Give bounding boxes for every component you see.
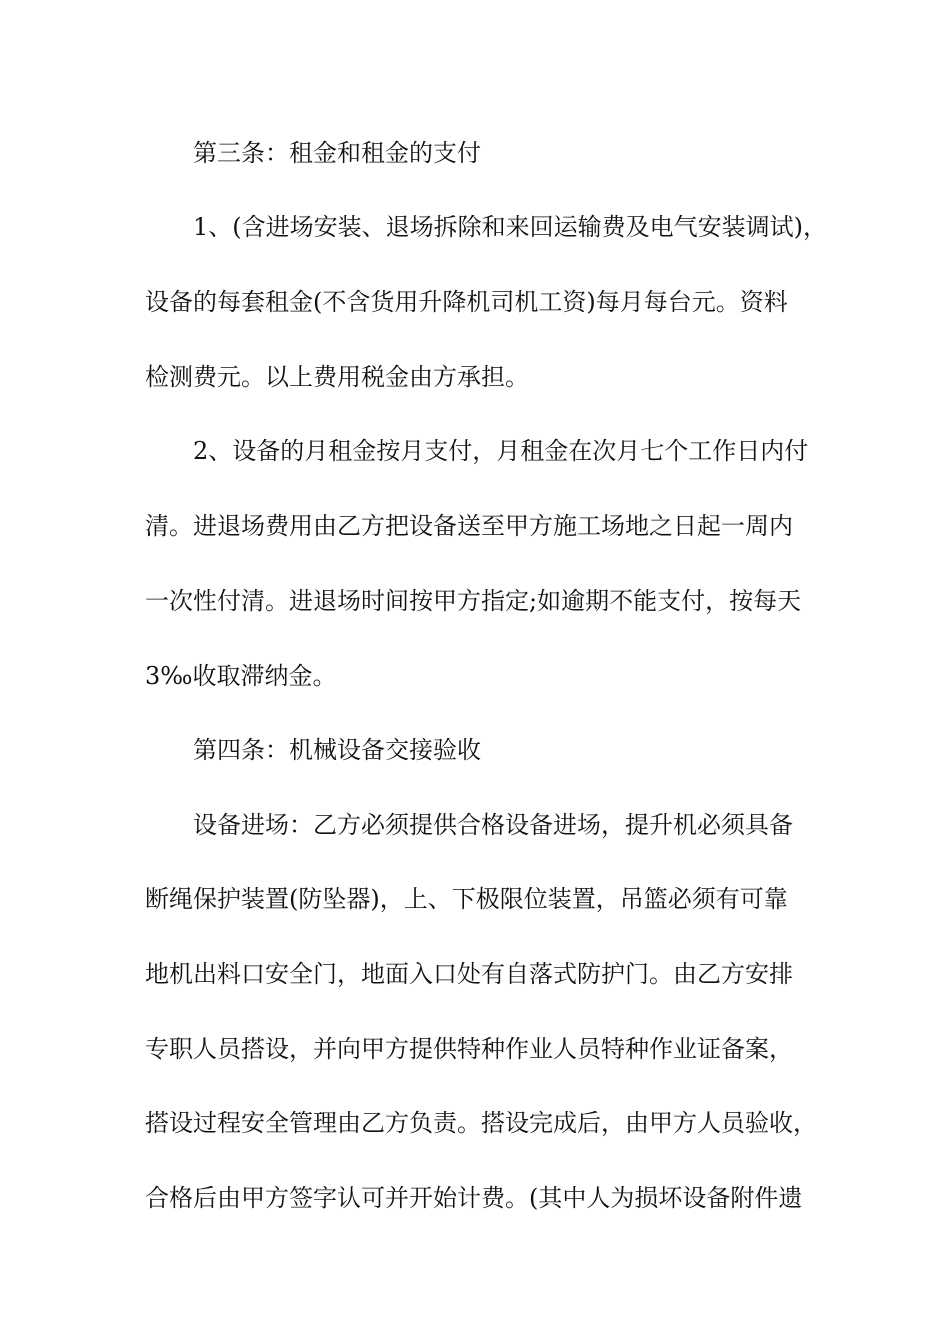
paragraph-line: 3‰收取滞纳金。 xyxy=(145,662,337,690)
paragraph-line: 合格后由甲方签字认可并开始计费。(其中人为损坏设备附件遗 xyxy=(145,1184,803,1212)
paragraph-line: 2、设备的月租金按月支付，月租金在次月七个工作日内付 xyxy=(193,437,809,465)
paragraph-line: 地机出料口安全门，地面入口处有自落式防护门。由乙方安排 xyxy=(145,960,793,988)
section-heading-article-4: 第四条：机械设备交接验收 xyxy=(193,736,481,764)
paragraph-line: 1、(含进场安装、退场拆除和来回运输费及电气安装调试)， xyxy=(193,213,827,241)
paragraph-line: 设备的每套租金(不含货用升降机司机工资)每月每台元。资料 xyxy=(145,288,788,316)
paragraph-line: 专职人员搭设，并向甲方提供特种作业人员特种作业证备案， xyxy=(145,1035,793,1063)
paragraph-line: 搭设过程安全管理由乙方负责。搭设完成后，由甲方人员验收， xyxy=(145,1109,817,1137)
paragraph-line: 清。进退场费用由乙方把设备送至甲方施工场地之日起一周内 xyxy=(145,512,793,540)
paragraph-line: 断绳保护装置(防坠器)，上、下极限位装置，吊篮必须有可靠 xyxy=(145,885,788,913)
paragraph-line: 一次性付清。进退场时间按甲方指定;如逾期不能支付，按每天 xyxy=(145,587,802,615)
paragraph-line: 检测费元。以上费用税金由方承担。 xyxy=(145,363,529,391)
paragraph-line: 设备进场：乙方必须提供合格设备进场，提升机必须具备 xyxy=(193,811,793,839)
section-heading-article-3: 第三条：租金和租金的支付 xyxy=(193,139,481,167)
